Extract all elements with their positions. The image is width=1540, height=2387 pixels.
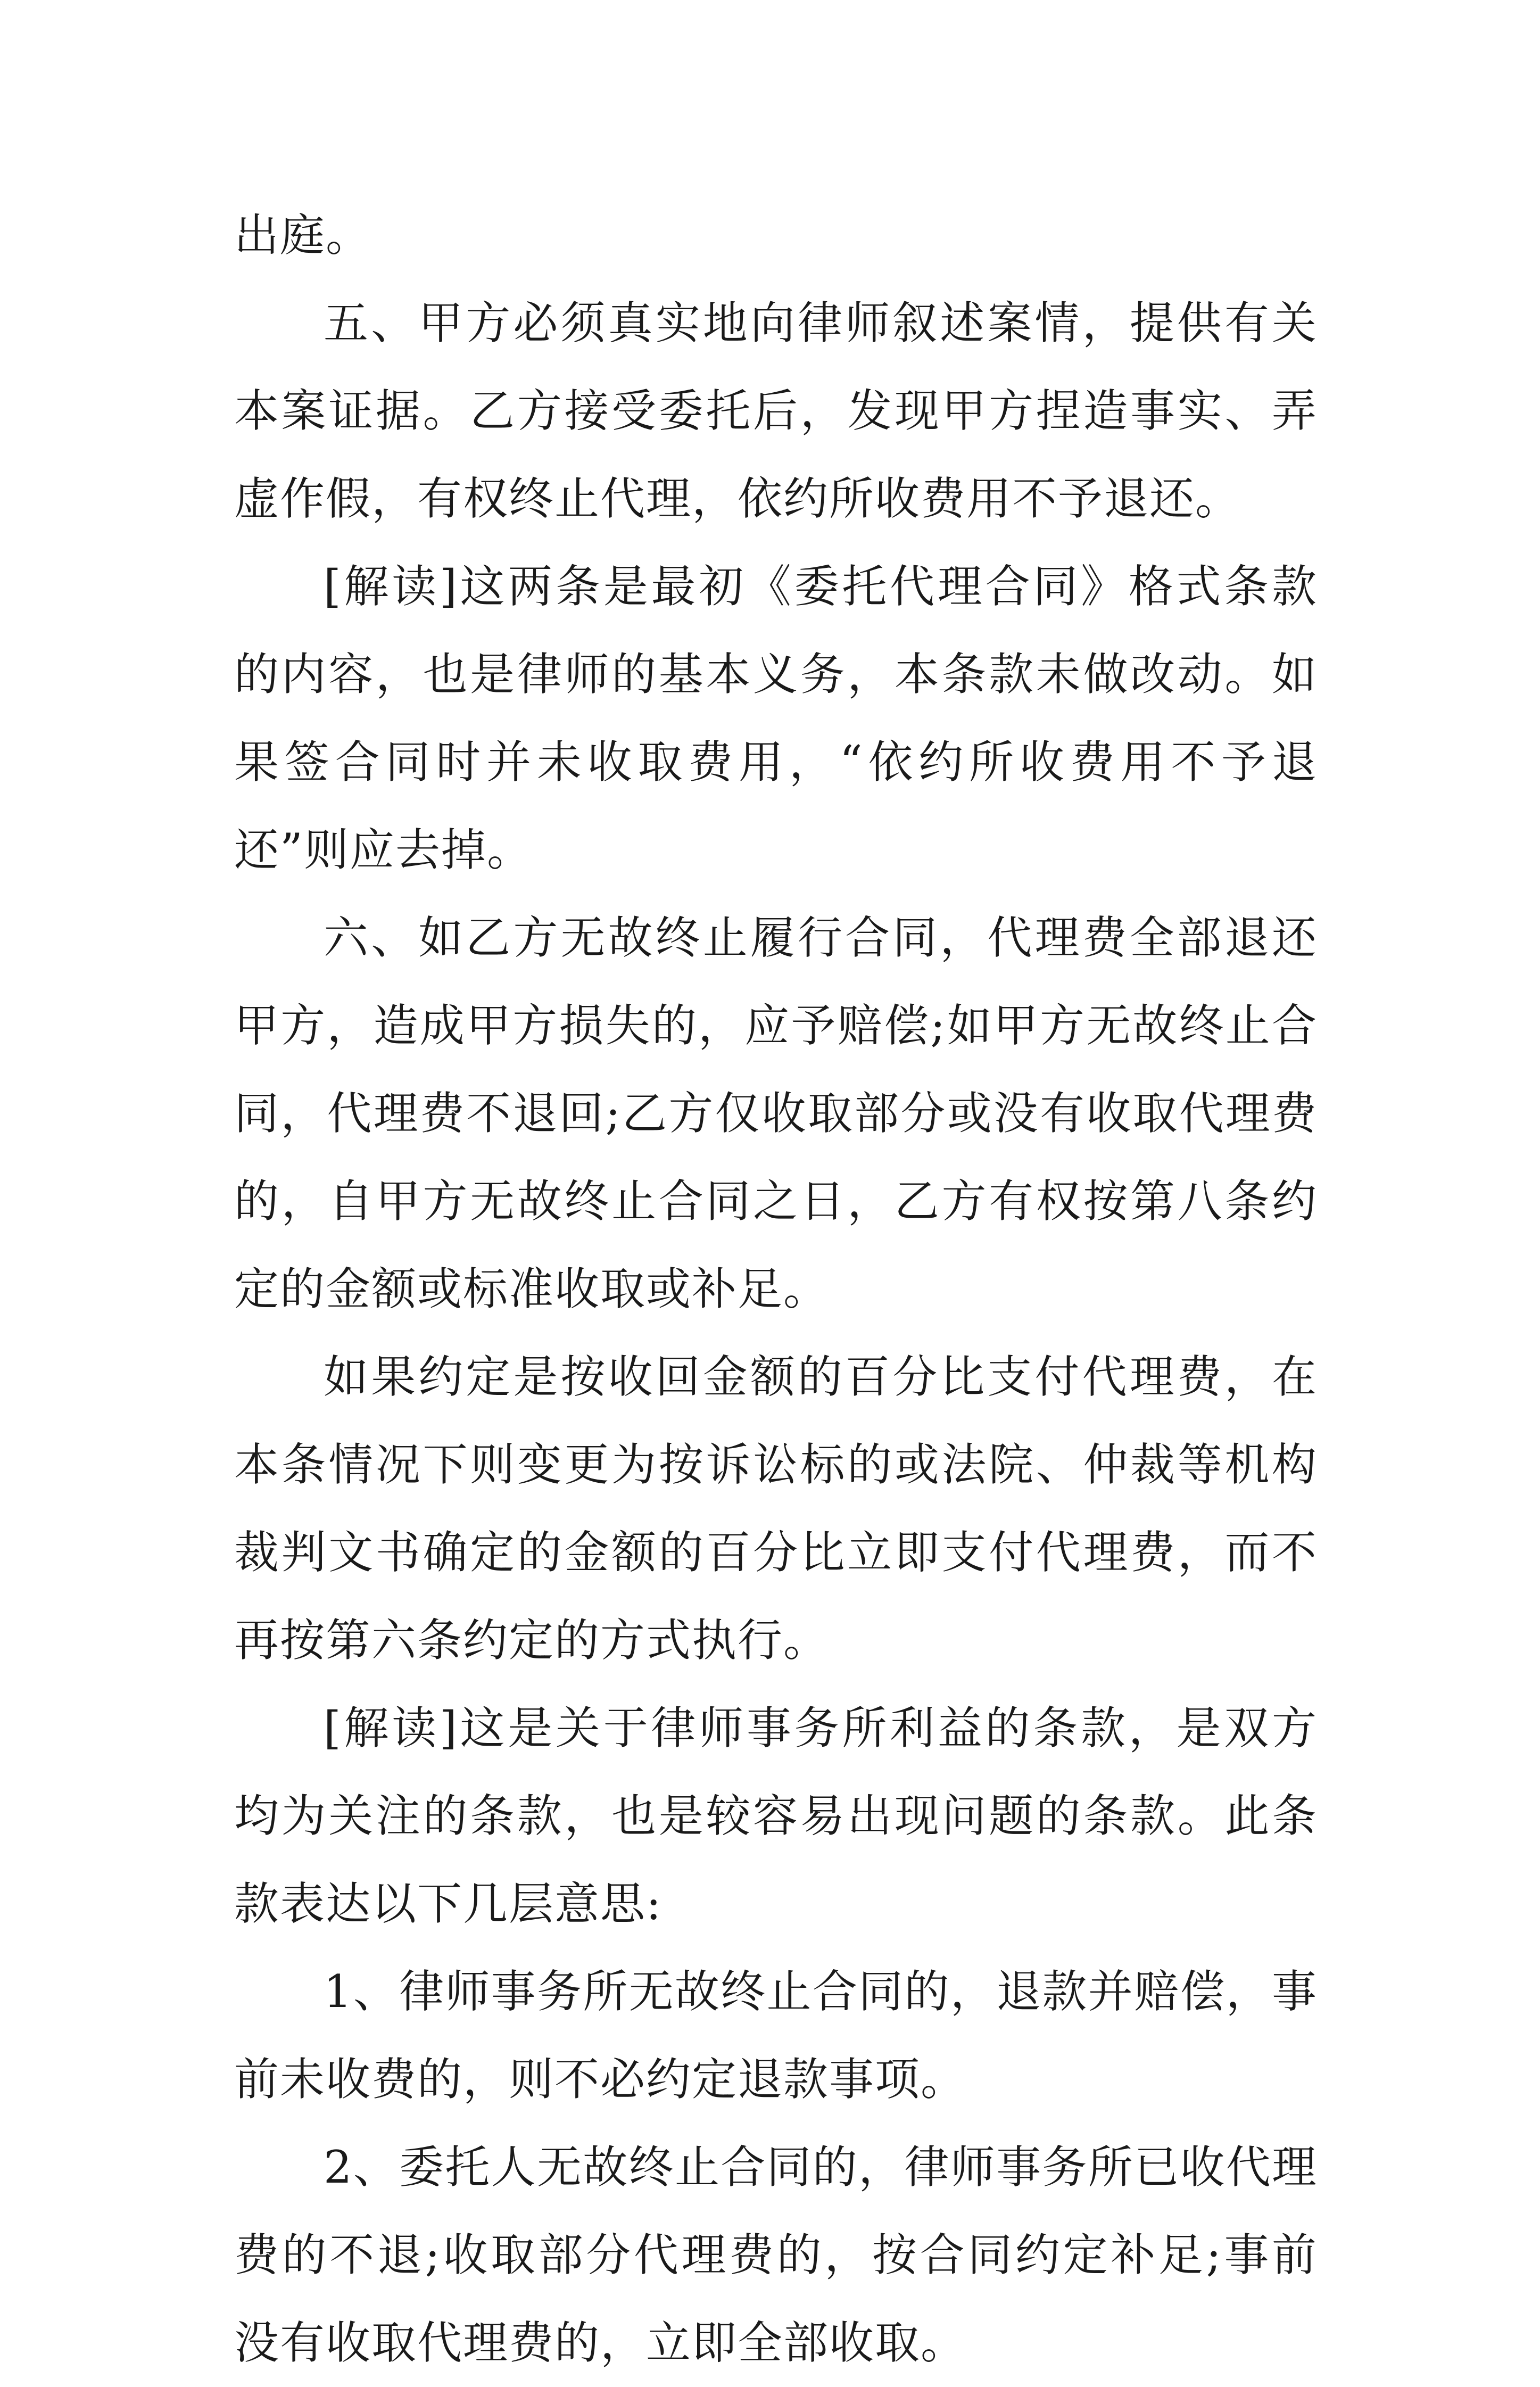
paragraph-1: 出庭。 [234, 209, 372, 261]
document-body [234, 192, 1318, 2387]
paragraph-4: 六、如乙方无故终止履行合同，代理费全部退还甲方，造成甲方损失的，应予赔偿;如甲方无故终止合同，代理费不退回;乙方仅收取部分或没有收取代理费的，自甲方无故终止合同之日，乙方有权按第八条约定的金额或标准收取或补足。 [234, 912, 1318, 1315]
paragraph-8: 2、委托人无故终止合同的，律师事务所已收代理费的不退;收取部分代理费的，按合同约定补足;事前没有收取代理费的，立即全部收取。 [234, 2141, 1318, 2369]
paragraph-5: 如果约定是按收回金额的百分比支付代理费，在本条情况下则变更为按诉讼标的或法院、仲裁等机构裁判文书确定的金额的百分比立即支付代理费，而不再按第六条约定的方式执行。 [234, 1351, 1318, 1666]
paragraph-3: [解读]这两条是最初《委托代理合同》格式条款的内容，也是律师的基本义务，本条款未做改动。如果签合同时并未收取费用，“依约所收费用不予退还”则应去掉。 [234, 560, 1318, 876]
paragraph-2: 五、甲方必须真实地向律师叙述案情，提供有关本案证据。乙方接受委托后，发现甲方捏造事实、弄虚作假，有权终止代理，依约所收费用不予退还。 [234, 297, 1318, 525]
paragraph-6: [解读]这是关于律师事务所利益的条款，是双方均为关注的条款，也是较容易出现问题的条款。此条款表达以下几层意思: [234, 1702, 1318, 1930]
paragraph-7: 1、律师事务所无故终止合同的，退款并赔偿，事前未收费的，则不必约定退款事项。 [234, 1965, 1318, 2105]
